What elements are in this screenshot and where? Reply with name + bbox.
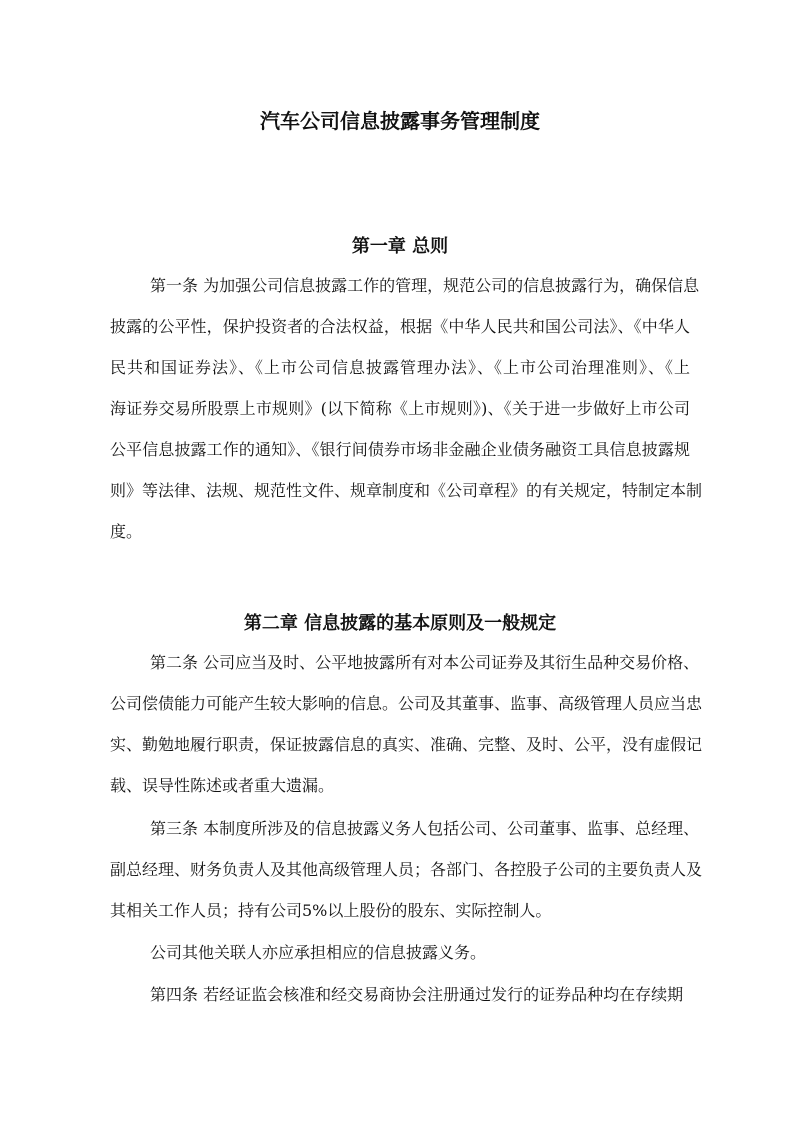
text-line: 公司其他关联人亦应承担相应的信息披露义务。 [150, 943, 487, 962]
text-line: 海证券交易所股票上市规则》(以下简称《上市规则》)、《关于进一步做好上市公司 [110, 399, 690, 418]
text-line: 其相关工作人员；持有公司5%以上股份的股东、实际控制人。 [110, 901, 552, 920]
text-line: 第一条 为加强公司信息披露工作的管理，规范公司的信息披露行为，确保信息 [150, 276, 700, 295]
text-line: 副总经理、财务负责人及其他高级管理人员；各部门、各控股子公司的主要负责人及 [110, 860, 703, 879]
text-line: 第四条 若经证监会核准和经交易商协会注册通过发行的证券品种均在存续期 [150, 985, 684, 1004]
chapter-1-heading: 第一章 总则 [351, 236, 449, 257]
text-line: 实、勤勉地履行职责，保证披露信息的真实、准确、完整、及时、公平，没有虚假记 [110, 735, 703, 754]
text-line: 公平信息披露工作的通知》、《银行间债券市场非金融企业债务融资工具信息披露规 [110, 440, 690, 459]
text-line: 第三条 本制度所涉及的信息披露义务人包括公司、公司董事、监事、总经理、 [150, 819, 700, 838]
chapter-2-heading: 第二章 信息披露的基本原则及一般规定 [243, 613, 557, 634]
text-line: 则》等法律、法规、规范性文件、规章制度和《公司章程》的有关规定，特制定本制 [110, 481, 703, 500]
text-line: 度。 [110, 522, 143, 541]
text-line: 载、误导性陈述或者重大遗漏。 [110, 776, 335, 795]
document-title: 汽车公司信息披露事务管理制度 [260, 109, 540, 133]
text-line: 第二条 公司应当及时、公平地披露所有对本公司证券及其衍生品种交易价格、 [150, 653, 700, 672]
text-line: 民共和国证券法》、《上市公司信息披露管理办法》、《上市公司治理准则》、《上 [110, 358, 690, 377]
text-line: 公司偿债能力可能产生较大影响的信息。公司及其董事、监事、高级管理人员应当忠 [110, 694, 703, 713]
text-line: 披露的公平性，保护投资者的合法权益，根据《中华人民共和国公司法》、《中华人 [110, 317, 690, 336]
